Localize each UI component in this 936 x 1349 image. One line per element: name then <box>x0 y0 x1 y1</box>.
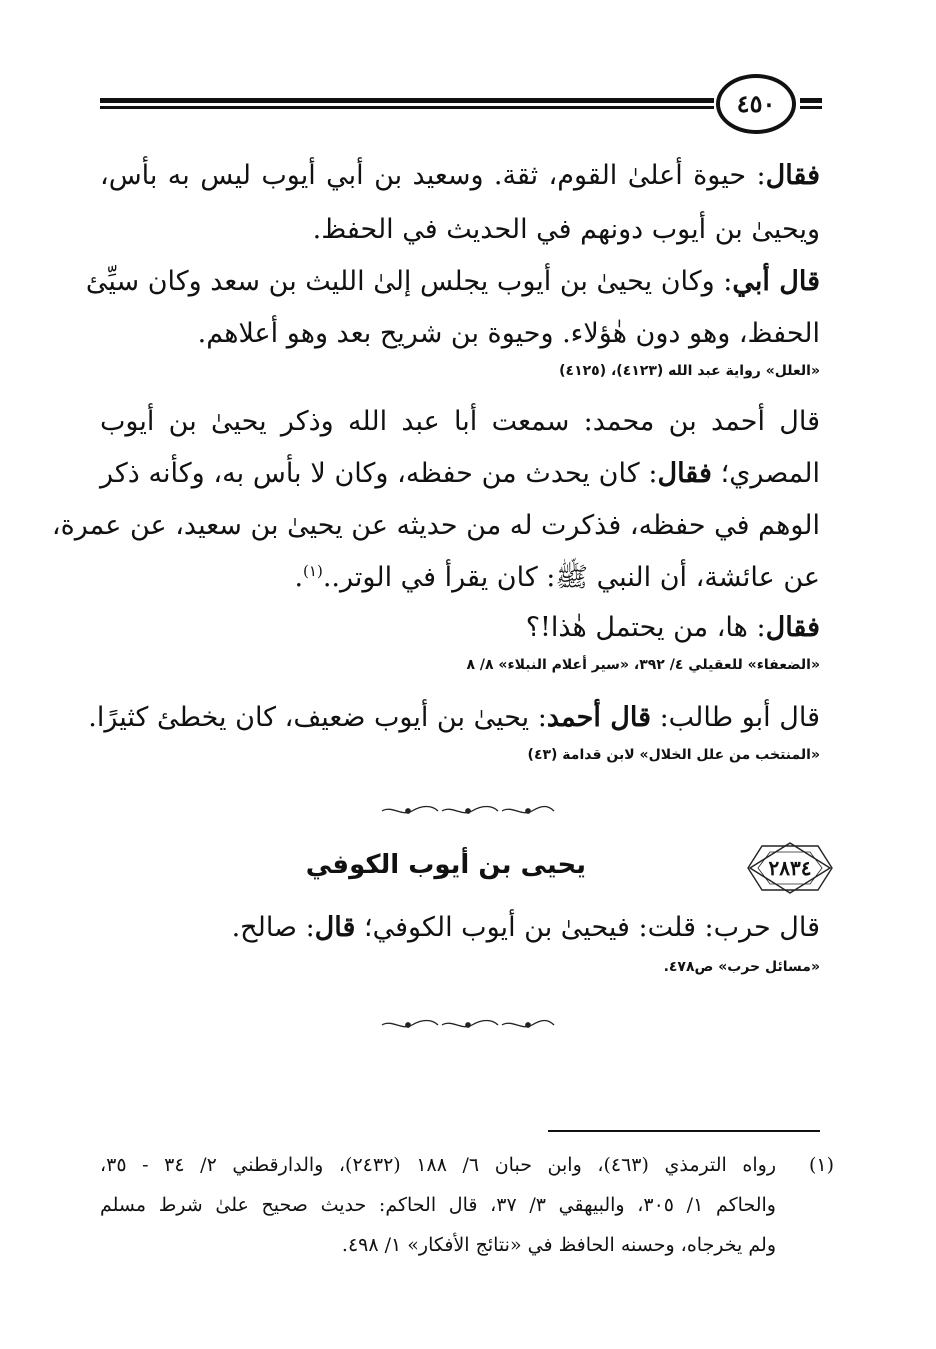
footnote-line: ولم يخرجاه، وحسنه الحافظ في «نتائج الأفكار» ١/ ٤٩٨. <box>341 1234 776 1256</box>
speaker-label: قال أبي <box>732 266 820 297</box>
header-rule <box>100 98 714 103</box>
text-line <box>232 914 820 941</box>
entry-number: ٢٨٣٤ <box>768 856 812 880</box>
speaker-label: فقال <box>657 458 712 489</box>
ornament-divider-icon <box>378 804 558 818</box>
header-rule <box>800 106 822 109</box>
page-number: ٤٥٠ <box>736 89 776 118</box>
text-line <box>100 162 820 189</box>
speaker-label: فقال <box>765 612 820 643</box>
text-run: : يحيىٰ بن أيوب ضعيف، كان يخطئ كثيرًا. <box>88 702 547 733</box>
text-run: : صالح. <box>231 912 315 943</box>
text-run: قال حرب: قلت: فيحيىٰ بن أيوب الكوفي؛ <box>355 912 820 943</box>
footnote-line: والحاكم ١/ ٣٠٥، والبيهقي ٣/ ٣٧، قال الحاكم: حديث صحيح علىٰ شرط مسلم <box>100 1194 776 1216</box>
footnote-rule <box>548 1130 820 1132</box>
text-run: . <box>294 562 304 593</box>
text-run: قال أبو طالب: <box>650 702 820 733</box>
text-line: الحفظ، وهو دون هٰؤلاء. وحيوة بن شريح بعد وهو أعلاهم. <box>197 318 820 349</box>
text-line: قال أحمد بن محمد: سمعت أبا عبد الله وذكر يحيىٰ بن أيوب <box>100 406 820 437</box>
text-line <box>88 704 820 731</box>
speaker-label: قال <box>314 912 356 943</box>
speaker-label: فقال <box>765 160 820 191</box>
footnote-marker[interactable]: (١) <box>303 562 323 580</box>
footnote-marker: (١) <box>808 1154 834 1176</box>
text-run: المصري؛ <box>711 458 820 489</box>
ornament-divider-icon <box>378 1018 558 1032</box>
source-reference: «المنتخب من علل الخلال» لابن قدامة (٤٣) <box>527 747 820 763</box>
header-rule <box>100 106 714 109</box>
text-run: : كان يحدث من حفظه، وكان لا بأس به، وكأنه ذكر <box>100 458 658 489</box>
text-run: عن عائشة، أن النبي ﷺ: كان يقرأ في الوتر.. <box>322 562 820 593</box>
speaker-label: قال أحمد <box>546 702 651 733</box>
text-line <box>294 564 820 591</box>
page-number-frame <box>716 74 796 134</box>
text-line: الوهم في حفظه، فذكرت له من حديثه عن يحيىٰ بن سعيد، عن عمرة، <box>51 510 820 541</box>
text-line <box>100 460 820 487</box>
source-reference: «العلل» رواية عبد الله (٤١٢٣)، (٤١٢٥) <box>559 363 820 379</box>
text-line: ويحيىٰ بن أيوب دونهم في الحديث في الحفظ. <box>312 214 820 245</box>
text-run: : ها، من يحتمل هٰذا!؟ <box>525 612 766 643</box>
entry-heading <box>100 840 836 900</box>
source-reference: «الضعفاء» للعقيلي ٤/ ٣٩٢، «سير أعلام النبلاء» ٨/ ٨ <box>466 657 820 673</box>
text-run: : حيوة أعلىٰ القوم، ثقة. وسعيد بن أبي أيوب ليس به بأس، <box>100 160 766 191</box>
text-line <box>85 266 820 297</box>
text-line <box>526 614 820 641</box>
header-rule <box>800 98 822 103</box>
source-reference: «مسائل حرب» ص٤٧٨. <box>663 959 820 975</box>
footnote-line: رواه الترمذي (٤٦٣)، وابن حبان ٦/ ١٨٨ (٢٤٣٢)، والدارقطني ٢/ ٣٤ - ٣٥، <box>100 1154 776 1176</box>
text-run: : وكان يحيىٰ بن أيوب يجلس إلىٰ الليث بن سعد وكان سيِّئ <box>85 266 733 297</box>
entry-title: يحيى بن أيوب الكوفي <box>305 850 586 880</box>
